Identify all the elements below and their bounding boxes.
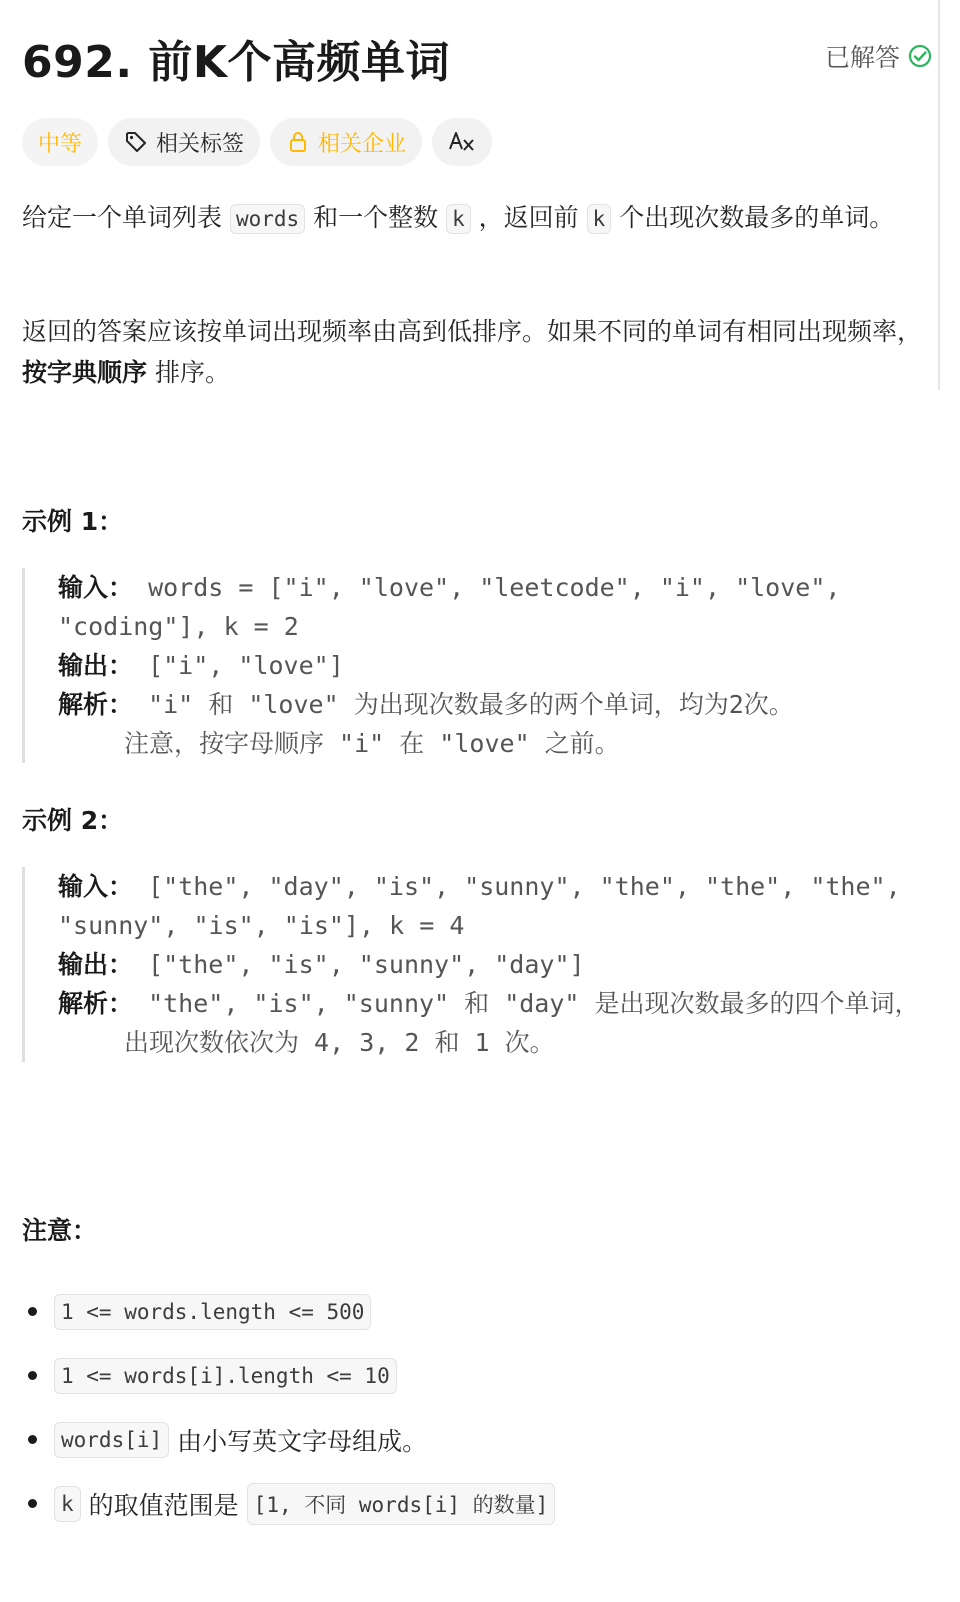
- panel-divider[interactable]: [938, 0, 940, 390]
- desc-text: 和一个整数: [305, 203, 447, 232]
- example-1-explain-2: 注意，按字母顺序 "i" 在 "love" 之前。: [124, 729, 620, 758]
- explain-label: 解析：: [58, 989, 134, 1018]
- tag-icon: [124, 130, 148, 154]
- example-1-heading: 示例 1：: [22, 507, 124, 536]
- difficulty-label: 中等: [38, 131, 83, 157]
- solved-status: [825, 38, 932, 74]
- example-1-output: [58, 646, 928, 685]
- desc-text: 个出现次数最多的单词。: [611, 203, 895, 232]
- explain-value: "the", "is", "sunny" 和 "day" 是出现次数最多的四个单词，: [148, 989, 920, 1018]
- desc-text: ，返回前: [470, 203, 587, 232]
- list-item: [22, 1344, 932, 1408]
- inline-code: words: [230, 204, 305, 234]
- desc-text: 排序。: [147, 358, 230, 387]
- difficulty-badge[interactable]: [22, 118, 98, 166]
- related-tags-label: 相关标签: [156, 131, 245, 157]
- inline-code: [1, 不同 words[i] 的数量]: [247, 1483, 556, 1525]
- inline-code: k: [446, 204, 471, 234]
- example-2-heading: 示例 2：: [22, 806, 124, 835]
- desc-bold: 按字典顺序: [22, 358, 148, 387]
- example-1-explain: [58, 685, 928, 724]
- inline-code: 1 <= words[i].length <= 10: [54, 1358, 397, 1394]
- explain-label: 解析：: [58, 690, 134, 719]
- example-2-explain: [58, 984, 928, 1023]
- inline-code: k: [587, 204, 612, 234]
- list-item: [22, 1408, 932, 1472]
- output-label: 输出：: [58, 950, 134, 979]
- example-1-input: [58, 568, 928, 646]
- inline-code: words[i]: [54, 1422, 169, 1458]
- output-value: ["i", "love"]: [148, 651, 344, 680]
- problem-title[interactable]: 692. 前K个高频单词: [22, 37, 450, 88]
- related-companies-button[interactable]: [270, 118, 422, 166]
- explain-value: "i" 和 "love" 为出现次数最多的两个单词，均为2次。: [148, 690, 794, 719]
- description-paragraph-1: [22, 197, 932, 240]
- list-item: [22, 1280, 932, 1344]
- check-circle-icon: [908, 44, 932, 68]
- inline-code: 1 <= words.length <= 500: [54, 1294, 371, 1330]
- related-companies-label: 相关企业: [318, 131, 407, 157]
- constraint-text: 的取值范围是: [88, 1491, 239, 1520]
- input-value: ["the", "day", "is", "sunny", "the", "the", "the", "sunny", "is", "is"], k = 4: [58, 872, 901, 940]
- list-item: [22, 1472, 932, 1536]
- constraints-list: [22, 1280, 932, 1536]
- example-2-explain-2: 出现次数依次为 4, 3, 2 和 1 次。: [124, 1028, 555, 1057]
- output-value: ["the", "is", "sunny", "day"]: [148, 950, 585, 979]
- desc-text: 返回的答案应该按单词出现频率由高到低排序。如果不同的单词有相同出现频率，: [22, 317, 923, 346]
- solved-label: 已解答: [824, 43, 900, 72]
- translate-button[interactable]: [432, 118, 492, 166]
- related-tags-button[interactable]: [108, 118, 260, 166]
- translate-icon: [448, 130, 476, 154]
- constraint-text: 由小写英文字母组成。: [177, 1427, 428, 1456]
- lock-icon: [286, 130, 310, 154]
- inline-code: k: [54, 1486, 81, 1522]
- example-2-output: [58, 945, 928, 984]
- example-1-block: [22, 568, 928, 763]
- title-row: [22, 26, 932, 86]
- input-label: 输入：: [58, 573, 134, 602]
- output-label: 输出：: [58, 651, 134, 680]
- description-paragraph-2: [22, 311, 932, 393]
- input-value: words = ["i", "love", "leetcode", "i", "love", "coding"], k = 2: [58, 573, 841, 641]
- notes-heading: 注意：: [22, 1216, 98, 1245]
- desc-text: 给定一个单词列表: [22, 203, 230, 232]
- input-label: 输入：: [58, 872, 134, 901]
- example-2-block: [22, 867, 928, 1062]
- tag-bar: [22, 118, 492, 166]
- example-2-input: [58, 867, 928, 945]
